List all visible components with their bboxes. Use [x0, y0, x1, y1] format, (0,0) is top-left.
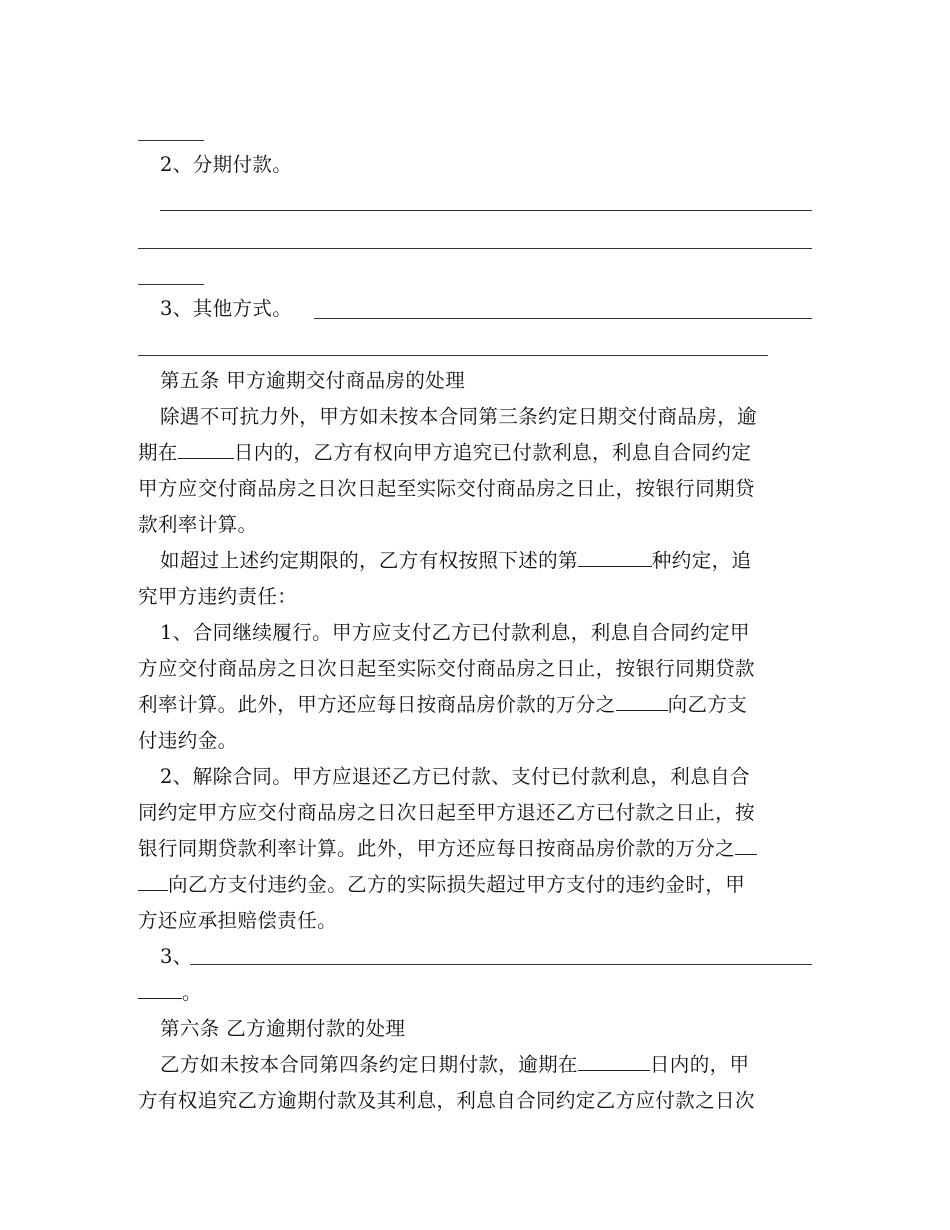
paragraph-line: 付违约金。 — [138, 729, 238, 752]
paragraph-line: 除遇不可抗力外，甲方如未按本合同第三条约定日期交付商品房，逾 — [160, 405, 758, 428]
article-6-title: 第六条 乙方逾期付款的处理 — [160, 1017, 406, 1040]
clause-item-1: 1、合同继续履行。甲方应支付乙方已付款利息，利息自合同约定甲 — [160, 621, 750, 644]
paragraph-line: 款利率计算。 — [138, 513, 258, 536]
fill-blank — [138, 872, 168, 891]
fill-blank — [735, 836, 757, 855]
fill-line — [314, 318, 812, 319]
paragraph-line: 甲方应交付商品房之日次日起至实际交付商品房之日止，按银行同期贷 — [138, 477, 755, 500]
fill-line — [138, 140, 204, 141]
fill-line — [190, 964, 812, 965]
paragraph-line: 同约定甲方应交付商品房之日次日起至甲方退还乙方已付款之日止，按 — [138, 801, 755, 824]
paragraph-line: 方有权追究乙方逾期付款及其利息，利息自合同约定乙方应付款之日次 — [138, 1089, 755, 1112]
payment-item-3: 3、其他方式。 — [160, 297, 293, 320]
article-5-title: 第五条 甲方逾期交付商品房的处理 — [160, 369, 466, 392]
fill-blank — [178, 440, 234, 459]
fill-blank — [578, 548, 652, 567]
paragraph-line: 。 — [138, 980, 202, 1006]
paragraph-line: 方还应承担赔偿责任。 — [138, 909, 338, 932]
paragraph-line: 如超过上述约定期限的，乙方有权按照下述的第 种约定，追 — [160, 549, 752, 572]
paragraph-line: 向乙方支付违约金。乙方的实际损失超过甲方支付的违约金时，甲 — [138, 872, 745, 898]
payment-item-2: 2、分期付款。 — [160, 153, 293, 176]
fill-line — [138, 355, 768, 356]
fill-blank — [138, 980, 182, 999]
fill-line — [138, 284, 204, 285]
paragraph-line: 银行同期贷款利率计算。此外，甲方还应每日按商品房价款的万分之 — [138, 836, 757, 862]
paragraph-line: 方应交付商品房之日次日起至实际交付商品房之日止，按银行同期贷款 — [138, 657, 755, 680]
fill-line — [138, 248, 812, 249]
paragraph-line: 期在 日内的，乙方有权向甲方追究已付款利息，利息自合同约定 — [138, 441, 752, 464]
paragraph-line: 利率计算。此外，甲方还应每日按商品房价款的万分之 向乙方支 — [138, 693, 748, 716]
paragraph-line: 乙方如未按本合同第四条约定日期付款，逾期在 日内的，甲 — [160, 1053, 750, 1076]
paragraph-line: 究甲方违约责任： — [138, 585, 298, 608]
clause-item-2: 2、解除合同。甲方应退还乙方已付款、支付已付款利息，利息自合 — [160, 765, 750, 788]
fill-blank — [578, 1052, 650, 1071]
fill-line — [160, 210, 812, 211]
fill-blank — [616, 692, 668, 711]
clause-item-3: 3、 — [160, 945, 193, 968]
